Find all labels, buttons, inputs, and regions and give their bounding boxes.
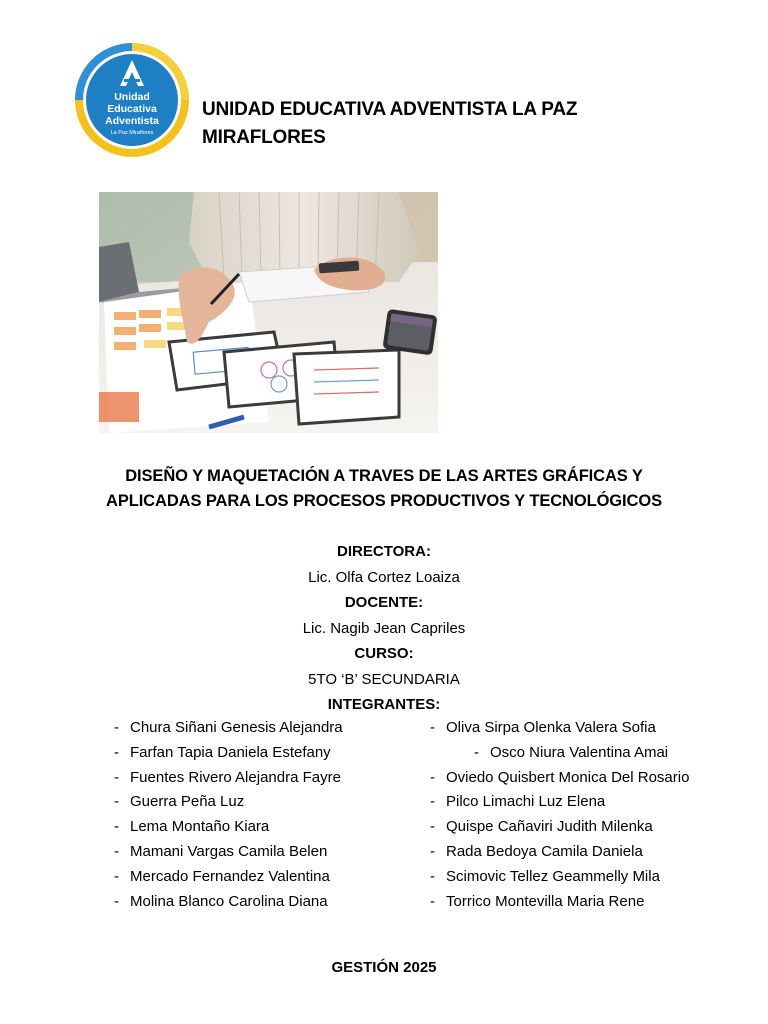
list-item: - Fuentes Rivero Alejandra Fayre [114,766,343,791]
hero-image [99,192,438,433]
list-item: - Torrico Montevilla Maria Rene [430,890,689,915]
list-item: - Osco Niura Valentina Amai [474,741,689,766]
course-value: 5TO ‘B’ SECUNDARIA [308,670,460,688]
teacher-label: DOCENTE: [344,594,424,611]
list-item: - Guerra Peña Luz [114,790,343,815]
list-item: - Pilco Limachi Luz Elena [430,790,689,815]
list-item: - Oviedo Quisbert Monica Del Rosario [430,766,689,791]
document-title-line1: DISEÑO Y MAQUETACIÓN A TRAVES DE LAS ARTES GRÁFICAS Y [125,467,643,485]
school-logo [74,42,190,158]
director-name: Lic. Olfa Cortez Loaiza [308,568,460,586]
list-item: - Lema Montaño Kiara [114,815,343,840]
list-item: - Farfan Tapia Daniela Estefany [114,741,343,766]
school-name-line2: MIRAFLORES [202,127,326,148]
members-list-left [114,716,343,914]
teacher-name: Lic. Nagib Jean Capriles [302,619,466,637]
list-item: - Molina Blanco Carolina Diana [114,890,343,915]
members-list-right [430,716,689,914]
school-name [202,96,672,152]
logo-text-2: Educativa [107,103,157,115]
list-item: - Mercado Fernandez Valentina [114,865,343,890]
list-item: - Oliva Sirpa Olenka Valera Sofia [430,716,689,741]
ui-design-photo [99,192,438,433]
school-name-line1: UNIDAD EDUCATIVA ADVENTISTA LA PAZ [202,99,578,120]
school-seal-icon [74,42,190,158]
logo-text-3: Adventista [105,115,159,127]
logo-text-1: Unidad [114,91,150,103]
document-title [60,464,708,514]
gestion-year: GESTIÓN 2025 [331,959,437,976]
logo-text-4: La Paz Miraflores [110,130,154,136]
list-item: - Rada Bedoya Camila Daniela [430,840,689,865]
document-title-line2: APLICADAS PARA LOS PROCESOS PRODUCTIVOS Y TECNOLÓGICOS [106,492,662,510]
director-label: DIRECTORA: [337,543,431,560]
list-item: - Chura Siñani Genesis Alejandra [114,716,343,741]
list-item: - Mamani Vargas Camila Belen [114,840,343,865]
list-item: - Scimovic Tellez Geammelly Mila [430,865,689,890]
members-label: INTEGRANTES: [327,696,441,713]
staff-block [184,539,584,718]
course-label: CURSO: [354,645,414,662]
list-item: - Quispe Cañaviri Judith Milenka [430,815,689,840]
